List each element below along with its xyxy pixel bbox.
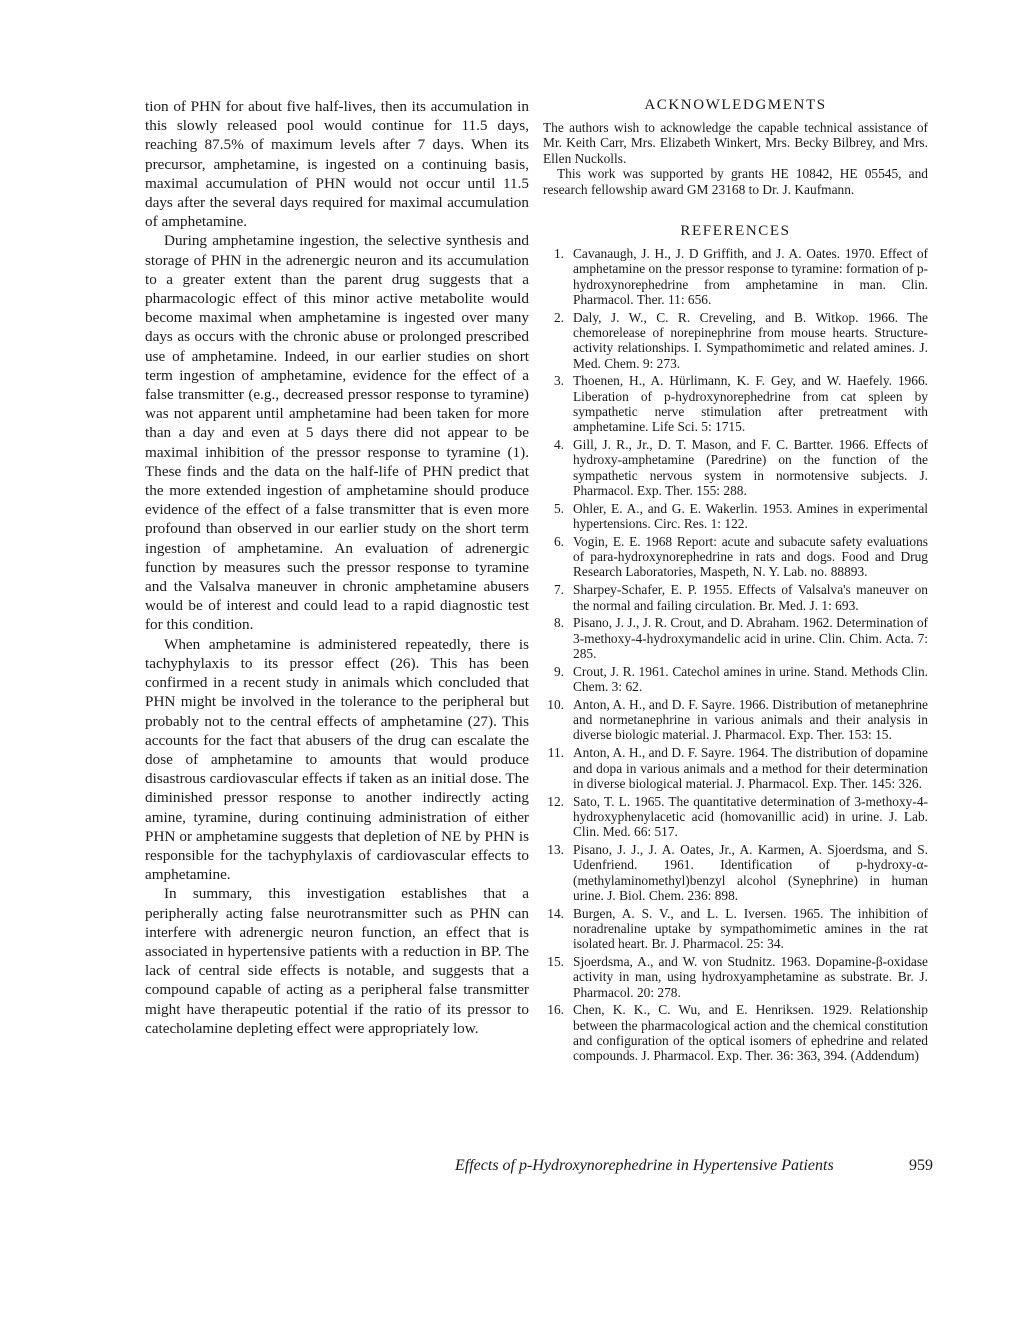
page-footer [455, 1157, 933, 1175]
reference-text: Anton, A. H., and D. F. Sayre. 1966. Distribution of metanephrine and normetanephrine in various animals and their analysis in diverse biologic material. J. Pharmacol. Exp. Ther. 153: 15. [573, 696, 928, 743]
reference-item [543, 1002, 928, 1063]
reference-item [543, 664, 928, 695]
reference-item [543, 615, 928, 661]
running-title: Effects of p-Hydroxynorephedrine in Hypertensive Patients [455, 1157, 834, 1174]
reference-item [543, 954, 928, 1000]
reference-number: 15. [547, 954, 564, 970]
reference-text: Anton, A. H., and D. F. Sayre. 1964. The distribution of dopamine and dopa in various animals and a method for their determination in diverse biological material. J. Pharmacol. Exp. Ther. 145: 326. [573, 745, 928, 791]
reference-text: Vogin, E. E. 1968 Report: acute and subacute safety evaluations of para-hydroxynorephedrine in rats and dogs. Food and Drug Research Laboratories, Maspeth, N. Y. Lab. no. 88893. [573, 533, 928, 580]
reference-item [543, 745, 928, 791]
body-paragraph: During amphetamine ingestion, the selective synthesis and storage of PHN in the adrenergic neuron and its accumulation to a greater extent than the parent drug suggests that a pharmacologic effect of this minor active metabolite would become maximal when amphetamine is ingested over many days as occurs with the chronic abuse or prolonged prescribed use of amphetamine. Indeed, in our earlier studies on short term ingestion of amphetamine, evidence for the effect of a false transmitter (e.g., decreased pressor response to tyramine) was not apparent until amphetamine had been taken for more than a day and even at 5 days there did not appear to be maximal inhibition of the pressor response to tyramine (1). These finds and the data on the half-life of PHN predict that the more extended ingestion of amphetamine should produce evidence of the effect of a false transmitter that is even more profound than observed in our earlier study on the short term ingestion of amphetamine. An evaluation of adrenergic function by measures such the pressor response to tyramine and the Valsalva maneuver in chronic amphetamine abusers would be of interest and could lead to a rapid diagnostic test for this condition. [145, 232, 529, 634]
reference-number: 10. [547, 696, 564, 712]
acknowledgments-heading: ACKNOWLEDGMENTS [644, 97, 827, 113]
body-paragraph: When amphetamine is administered repeatedly, there is tachyphylaxis to its pressor effect (26). This has been confirmed in a recent study in animals which concluded that PHN might be involved in the tolerance to the peripheral but probably not to the central effects of amphetamine (27). This accounts for the fact that abusers of the drug can escalate the dose of amphetamine to amounts that would produce disastrous cardiovascular effects if taken as an initial dose. The diminished pressor response to another indirectly acting amine, tyramine, during continuing administration of either PHN or amphetamine suggests that depletion of NE by PHN is responsible for the tachyphylaxis of cardiovascular effects to amphetamine. [145, 635, 529, 884]
body-paragraph: In summary, this investigation establishes that a peripherally acting false neurotransmitter such as PHN can interfere with adrenergic neuron function, an effect that is associated in hypertensive patients with a reduction in BP. The lack of central side effects is notable, and suggests that a compound capable of acting as a peripheral false transmitter might have therapeutic potential if the ratio of its pressor to catecholamine depleting effect were appropriately low. [145, 885, 529, 1037]
references-section [543, 223, 928, 1064]
reference-number: 3. [553, 373, 564, 389]
references-heading: REFERENCES [680, 223, 791, 240]
reference-number: 2. [553, 309, 564, 325]
left-column [145, 97, 529, 1038]
reference-number: 14. [547, 905, 564, 921]
reference-text: Pisano, J. J., J. A. Oates, Jr., A. Karmen, A. Sjoerdsma, and S. Udenfriend. 1961. Identification of p-hydroxy-α-(methylaminomethyl)benzyl alcohol (Synephrine) in human urine. J. Biol. Chem. 236: 898. [573, 842, 928, 903]
reference-item [543, 534, 928, 580]
reference-text: Gill, J. R., Jr., D. T. Mason, and F. C. Bartter. 1966. Effects of hydroxy-amphetamine (Paredrine) on the function of the sympathetic nervous system in normotensive subjects. J. Pharmacol. Exp. Ther. 155: 288. [573, 437, 928, 498]
reference-item [543, 373, 928, 434]
reference-number: 5. [553, 500, 564, 516]
reference-item [543, 501, 928, 532]
reference-item [543, 582, 928, 613]
reference-item [543, 246, 928, 307]
reference-number: 8. [553, 615, 564, 631]
reference-number: 9. [553, 663, 564, 679]
reference-text: Sjoerdsma, A., and W. von Studnitz. 1963. Dopamine-β-oxidase activity in man, using hydroxyamphetamine as substrate. Br. J. Pharmacol. 20: 278. [573, 954, 928, 1000]
reference-number: 16. [547, 1002, 564, 1018]
reference-item [543, 842, 928, 903]
reference-text: Sharpey-Schafer, E. P. 1955. Effects of Valsalva's maneuver on the normal and failing circulation. Br. Med. J. 1: 693. [573, 582, 928, 613]
right-column [543, 97, 928, 1066]
reference-item [543, 906, 928, 952]
reference-number: 13. [547, 842, 564, 858]
reference-number: 11. [547, 745, 564, 761]
body-paragraph: tion of PHN for about five half-lives, then its accumulation in this slowly released pool would continue for 11.5 days, reaching 87.5% of maximum levels after 7 days. When its precursor, amphetamine, is ingested on a continuing basis, maximal accumulation of PHN would not occur until 11.5 days after the several days required for maximal accumulation of amphetamine. [145, 98, 529, 231]
reference-number: 12. [547, 793, 564, 809]
reference-item [543, 794, 928, 840]
reference-number: 7. [553, 582, 564, 598]
reference-list [543, 246, 928, 1064]
reference-text: Chen, K. K., C. Wu, and E. Henriksen. 1929. Relationship between the pharmacological action and the chemical constitution and configuration of the optical isomers of ephedrine and related compounds. J. Pharmacol. Exp. Ther. 36: 363, 394. (Addendum) [573, 1002, 928, 1064]
reference-item [543, 697, 928, 743]
reference-item [543, 310, 928, 371]
reference-text: Daly, J. W., C. R. Creveling, and B. Witkop. 1966. The chemorelease of norepinephrine from mouse hearts. Structure-activity relationships. I. Sympathomimetic and related amines. J. Med. Chem. 9: 273. [573, 309, 928, 371]
reference-text: Ohler, E. A., and G. E. Wakerlin. 1953. Amines in experimental hypertensions. Circ. Res. 1: 122. [573, 500, 928, 532]
acknowledgment-paragraph: The authors wish to acknowledge the capable technical assistance of Mr. Keith Carr, Mrs. Elizabeth Winkert, Mrs. Becky Bilbrey, and Mrs. Ellen Nuckolls. [543, 120, 928, 166]
reference-item [543, 437, 928, 498]
acknowledgments-section [543, 97, 928, 197]
reference-text: Thoenen, H., A. Hürlimann, K. F. Gey, and W. Haefely. 1966. Liberation of p-hydroxynorephedrine from cat spleen by sympathetic nerve stimulation after pretreatment with amphetamine. Life Sci. 5: 1715. [573, 373, 928, 435]
reference-text: Sato, T. L. 1965. The quantitative determination of 3-methoxy-4-hydroxyphenylacetic acid (homovanillic acid) in urine. J. Lab. Clin. Med. 66: 517. [573, 793, 928, 840]
reference-text: Crout, J. R. 1961. Catechol amines in urine. Stand. Methods Clin. Chem. 3: 62. [573, 663, 928, 695]
reference-number: 1. [553, 246, 564, 262]
reference-text: Pisano, J. J., J. R. Crout, and D. Abraham. 1962. Determination of 3-methoxy-4-hydroxymandelic acid in urine. Clin. Chim. Acta. 7: 285. [573, 615, 928, 661]
page-number: 959 [909, 1157, 933, 1174]
reference-text: Burgen, A. S. V., and L. L. Iversen. 1965. The inhibition of noradrenaline uptake by sympathomimetic amines in the rat isolated heart. Br. J. Pharmacol. 25: 34. [573, 905, 928, 952]
reference-text: Cavanaugh, J. H., J. D Griffith, and J. A. Oates. 1970. Effect of amphetamine on the pressor response to tyramine: formation of p-hydroxynorephedrine from amphetamine in man. Clin. Pharmacol. Ther. 11: 656. [573, 246, 928, 307]
reference-number: 4. [553, 437, 564, 453]
acknowledgment-paragraph: This work was supported by grants HE 10842, HE 05545, and research fellowship award GM 23168 to Dr. J. Kaufmann. [543, 166, 928, 197]
reference-number: 6. [553, 533, 564, 549]
